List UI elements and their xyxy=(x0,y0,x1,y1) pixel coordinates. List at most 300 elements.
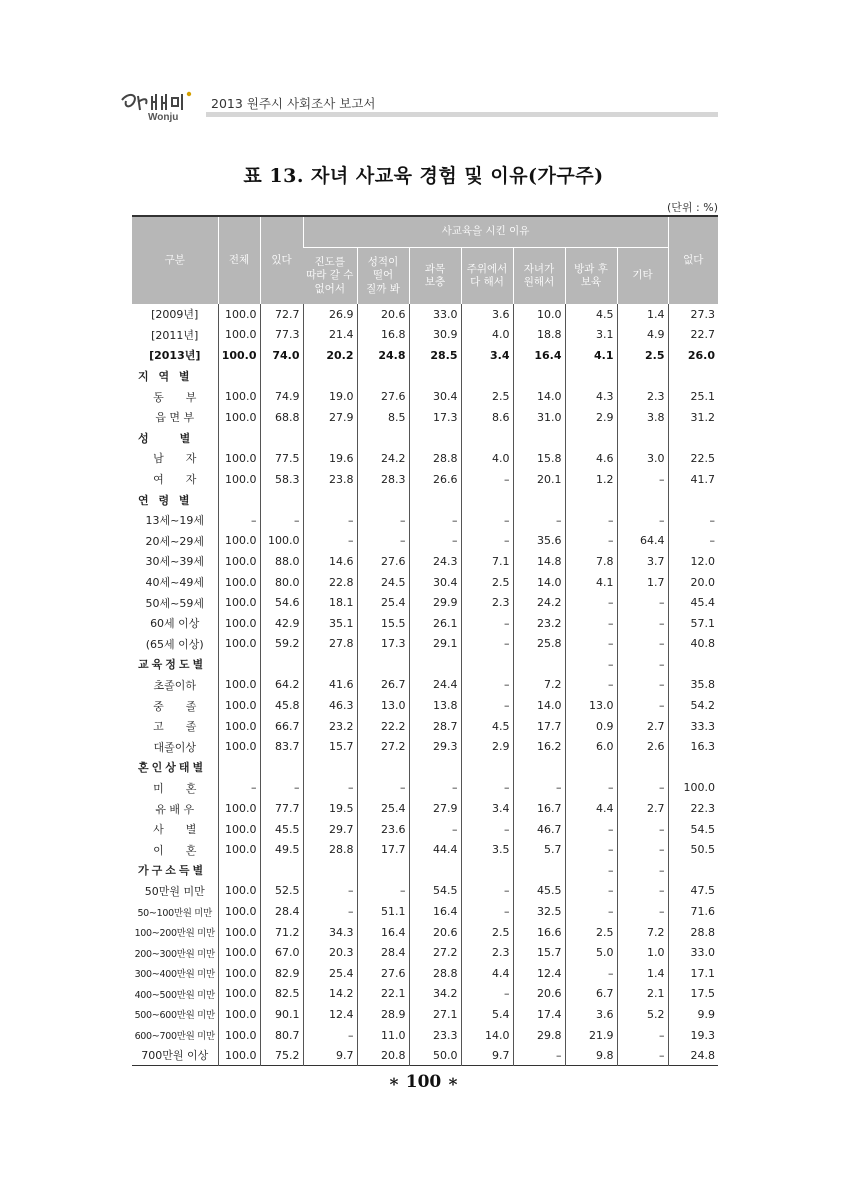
row-label: 700만원 이상 xyxy=(141,1049,209,1063)
row-label: 혼인상태별 xyxy=(138,761,207,775)
table-cell: 7.8 xyxy=(565,551,617,572)
table-cell: 100.0 xyxy=(218,304,260,325)
table-cell: – xyxy=(565,592,617,613)
table-cell: 3.8 xyxy=(617,407,668,428)
col-header-reason-child-wants: 자녀가 원해서 xyxy=(513,248,565,305)
table-cell: 45.5 xyxy=(260,819,303,840)
table-cell: – xyxy=(461,881,513,902)
table-cell: 23.2 xyxy=(303,716,357,737)
table-cell: – xyxy=(303,531,357,552)
table-cell: 41.7 xyxy=(668,469,718,490)
dynamic-wonju-logo xyxy=(118,86,208,122)
table-cell: 2.5 xyxy=(565,922,617,943)
table-cell: 4.1 xyxy=(565,572,617,593)
table-cell: – xyxy=(565,819,617,840)
table-cell: 90.1 xyxy=(260,1004,303,1025)
table-cell: – xyxy=(668,510,718,531)
table-section-row xyxy=(132,757,718,778)
table-cell: 30.4 xyxy=(409,386,461,407)
row-label: 50~100만원 미만 xyxy=(137,907,213,919)
table-cell: 15.7 xyxy=(303,736,357,757)
table-cell: – xyxy=(303,901,357,922)
table-cell: 2.1 xyxy=(617,984,668,1005)
table-cell: 100.0 xyxy=(218,963,260,984)
table-cell: – xyxy=(303,1025,357,1046)
row-label: 13세~19세 xyxy=(145,514,204,528)
table-cell: 100.0 xyxy=(218,695,260,716)
table-cell: 67.0 xyxy=(260,942,303,963)
table-cell: 17.7 xyxy=(513,716,565,737)
table-cell: 27.2 xyxy=(357,736,409,757)
table-cell: 27.9 xyxy=(303,407,357,428)
table-cell: – xyxy=(513,1045,565,1066)
row-label: 100~200만원 미만 xyxy=(134,928,215,940)
table-cell: – xyxy=(617,881,668,902)
table-cell: 72.7 xyxy=(260,304,303,325)
table-cell: 88.0 xyxy=(260,551,303,572)
table-row xyxy=(132,963,718,984)
table-cell: 2.9 xyxy=(461,736,513,757)
table-cell xyxy=(668,366,718,387)
table-cell: 54.2 xyxy=(668,695,718,716)
table-cell xyxy=(409,757,461,778)
table-cell: 50.0 xyxy=(409,1045,461,1066)
table-cell xyxy=(218,366,260,387)
table-cell: – xyxy=(461,901,513,922)
table-cell: 2.5 xyxy=(617,345,668,366)
row-label: 동 부 xyxy=(153,390,197,404)
row-label: 읍 면 부 xyxy=(155,411,195,425)
table-row xyxy=(132,798,718,819)
table-cell: 30.4 xyxy=(409,572,461,593)
table-cell: 12.4 xyxy=(303,1004,357,1025)
table-cell xyxy=(218,428,260,449)
table-cell: 17.1 xyxy=(668,963,718,984)
table-cell: 21.4 xyxy=(303,325,357,346)
table-cell: 100.0 xyxy=(218,531,260,552)
table-cell: 100.0 xyxy=(668,778,718,799)
table-cell: 100.0 xyxy=(218,798,260,819)
table-cell: 5.7 xyxy=(513,839,565,860)
page-number: ∗ 100 ∗ xyxy=(388,1072,459,1092)
table-cell xyxy=(565,428,617,449)
table-cell xyxy=(461,757,513,778)
table-cell: 4.3 xyxy=(565,386,617,407)
table-cell: – xyxy=(409,819,461,840)
table-cell: 18.8 xyxy=(513,325,565,346)
table-cell: 32.5 xyxy=(513,901,565,922)
row-label: [2013년] xyxy=(149,349,201,363)
table-cell: 25.1 xyxy=(668,386,718,407)
table-cell: – xyxy=(461,634,513,655)
table-cell xyxy=(617,366,668,387)
table-cell: 80.7 xyxy=(260,1025,303,1046)
row-label: 50세~59세 xyxy=(145,596,204,610)
table-cell: – xyxy=(409,510,461,531)
table-cell: 24.4 xyxy=(409,675,461,696)
table-cell: 47.5 xyxy=(668,881,718,902)
table-cell: 14.8 xyxy=(513,551,565,572)
table-cell: – xyxy=(303,510,357,531)
row-label: 초졸이하 xyxy=(153,678,196,692)
table-cell xyxy=(260,860,303,881)
table-cell: 17.3 xyxy=(409,407,461,428)
table-cell: 100.0 xyxy=(218,592,260,613)
table-cell: 27.6 xyxy=(357,963,409,984)
row-label: 유 배 우 xyxy=(155,802,195,816)
table-cell: 66.7 xyxy=(260,716,303,737)
table-cell: 71.2 xyxy=(260,922,303,943)
table-cell: – xyxy=(617,469,668,490)
table-cell: 64.2 xyxy=(260,675,303,696)
table-cell: 100.0 xyxy=(218,922,260,943)
table-cell: 52.5 xyxy=(260,881,303,902)
table-row xyxy=(132,386,718,407)
table-cell: 2.5 xyxy=(461,386,513,407)
table-cell: 2.3 xyxy=(461,592,513,613)
table-cell: 3.5 xyxy=(461,839,513,860)
table-cell: 23.2 xyxy=(513,613,565,634)
data-table xyxy=(132,215,718,1066)
table-row xyxy=(132,778,718,799)
row-label: 미 혼 xyxy=(153,781,197,795)
table-cell: 33.3 xyxy=(668,716,718,737)
table-cell xyxy=(260,654,303,675)
row-label: 200~300만원 미만 xyxy=(134,948,215,960)
table-cell: – xyxy=(461,778,513,799)
table-cell: 15.5 xyxy=(357,613,409,634)
table-row xyxy=(132,819,718,840)
table-cell: – xyxy=(617,613,668,634)
table-cell: 68.8 xyxy=(260,407,303,428)
table-cell: – xyxy=(565,839,617,860)
table-cell: 100.0 xyxy=(218,1045,260,1066)
table-cell xyxy=(409,860,461,881)
table-cell: 28.5 xyxy=(409,345,461,366)
table-cell xyxy=(461,428,513,449)
table-cell: 4.0 xyxy=(461,325,513,346)
table-cell: 24.8 xyxy=(668,1045,718,1066)
report-title: 2013 원주시 사회조사 보고서 xyxy=(211,96,376,111)
row-label: 50만원 미만 xyxy=(144,884,205,898)
table-cell: 26.9 xyxy=(303,304,357,325)
table-cell: 14.0 xyxy=(513,572,565,593)
table-cell: 31.2 xyxy=(668,407,718,428)
table-cell: 25.4 xyxy=(357,798,409,819)
table-cell: 20.2 xyxy=(303,345,357,366)
table-row xyxy=(132,448,718,469)
unit-note: (단위 : %) xyxy=(667,201,718,214)
table-cell: – xyxy=(565,860,617,881)
table-cell xyxy=(668,428,718,449)
table-cell xyxy=(461,654,513,675)
table-row xyxy=(132,551,718,572)
table-cell: 42.9 xyxy=(260,613,303,634)
table-cell: 100.0 xyxy=(218,345,260,366)
table-row xyxy=(132,325,718,346)
table-cell: 9.9 xyxy=(668,1004,718,1025)
table-cell xyxy=(617,489,668,510)
table-cell: 45.5 xyxy=(513,881,565,902)
row-label: 사 별 xyxy=(153,823,197,837)
table-cell: – xyxy=(461,819,513,840)
table-cell: 1.4 xyxy=(617,304,668,325)
table-cell xyxy=(513,860,565,881)
table-cell: 4.6 xyxy=(565,448,617,469)
table-cell: 5.0 xyxy=(565,942,617,963)
table-cell: 100.0 xyxy=(218,901,260,922)
table-row xyxy=(132,592,718,613)
table-cell: 10.0 xyxy=(513,304,565,325)
row-label: [2011년] xyxy=(151,328,199,342)
table-row xyxy=(132,304,718,325)
row-label: 고 졸 xyxy=(153,720,197,734)
table-cell xyxy=(565,757,617,778)
table-cell: 8.5 xyxy=(357,407,409,428)
table-cell: 29.1 xyxy=(409,634,461,655)
col-header-reason-grades-drop: 성적이 떨어 질까 봐 xyxy=(357,248,409,305)
table-cell: 100.0 xyxy=(218,942,260,963)
table-cell xyxy=(565,366,617,387)
table-cell: 4.4 xyxy=(461,963,513,984)
table-cell xyxy=(303,366,357,387)
table-cell xyxy=(409,489,461,510)
table-cell: – xyxy=(357,778,409,799)
table-cell: – xyxy=(461,984,513,1005)
table-cell: – xyxy=(565,613,617,634)
col-header-none: 없다 xyxy=(668,216,718,304)
table-cell: 16.4 xyxy=(513,345,565,366)
table-cell: 13.8 xyxy=(409,695,461,716)
table-cell: 28.4 xyxy=(260,901,303,922)
table-cell: 2.7 xyxy=(617,798,668,819)
row-label: 연 령 별 xyxy=(138,493,193,507)
table-cell: 20.8 xyxy=(357,1045,409,1066)
table-cell: – xyxy=(617,654,668,675)
table-cell: 7.2 xyxy=(513,675,565,696)
table-cell: 41.6 xyxy=(303,675,357,696)
table-cell: – xyxy=(617,510,668,531)
table-row xyxy=(132,1004,718,1025)
table-cell: 54.5 xyxy=(409,881,461,902)
table-cell: 50.5 xyxy=(668,839,718,860)
table-cell xyxy=(461,489,513,510)
table-cell: – xyxy=(617,1025,668,1046)
table-cell: 4.1 xyxy=(565,345,617,366)
table-cell: 0.9 xyxy=(565,716,617,737)
table-cell: 100.0 xyxy=(218,839,260,860)
table-cell xyxy=(513,428,565,449)
table-cell: 22.5 xyxy=(668,448,718,469)
table-cell: 24.2 xyxy=(357,448,409,469)
table-cell: 21.9 xyxy=(565,1025,617,1046)
table-cell: 34.2 xyxy=(409,984,461,1005)
table-cell: 9.8 xyxy=(565,1045,617,1066)
table-cell: 100.0 xyxy=(218,613,260,634)
table-cell: 46.7 xyxy=(513,819,565,840)
table-cell: 29.3 xyxy=(409,736,461,757)
table-cell: 18.1 xyxy=(303,592,357,613)
table-cell: 2.6 xyxy=(617,736,668,757)
table-cell: – xyxy=(357,881,409,902)
table-row xyxy=(132,634,718,655)
table-cell: 8.6 xyxy=(461,407,513,428)
table-cell xyxy=(409,428,461,449)
table-cell: – xyxy=(617,839,668,860)
table-row xyxy=(132,572,718,593)
table-row xyxy=(132,345,718,366)
table-cell: 64.4 xyxy=(617,531,668,552)
table-cell xyxy=(668,489,718,510)
table-cell: 26.1 xyxy=(409,613,461,634)
table-cell xyxy=(260,428,303,449)
table-section-row xyxy=(132,366,718,387)
table-cell xyxy=(303,489,357,510)
table-cell: 28.7 xyxy=(409,716,461,737)
page-header xyxy=(118,84,718,124)
table-cell: 7.2 xyxy=(617,922,668,943)
col-header-category: 구분 xyxy=(132,216,218,304)
table-cell: – xyxy=(461,695,513,716)
table-cell: – xyxy=(461,675,513,696)
table-row xyxy=(132,469,718,490)
table-cell: – xyxy=(461,613,513,634)
row-label: 이 혼 xyxy=(153,843,197,857)
row-label: 60세 이상 xyxy=(150,617,200,631)
table-cell: 24.8 xyxy=(357,345,409,366)
table-cell: 11.0 xyxy=(357,1025,409,1046)
table-cell: 3.6 xyxy=(565,1004,617,1025)
table-cell: 4.0 xyxy=(461,448,513,469)
table-cell: 14.6 xyxy=(303,551,357,572)
table-cell: – xyxy=(303,881,357,902)
table-cell xyxy=(260,757,303,778)
table-cell: 25.4 xyxy=(303,963,357,984)
col-header-total: 전체 xyxy=(218,216,260,304)
table-cell: 28.8 xyxy=(668,922,718,943)
table-cell: 14.0 xyxy=(513,695,565,716)
table-cell: 27.9 xyxy=(409,798,461,819)
table-cell xyxy=(668,757,718,778)
table-cell: 4.5 xyxy=(461,716,513,737)
table-cell: 23.8 xyxy=(303,469,357,490)
table-cell: 45.8 xyxy=(260,695,303,716)
table-cell xyxy=(260,489,303,510)
table-cell: 22.2 xyxy=(357,716,409,737)
table-cell: – xyxy=(668,531,718,552)
table-cell: 2.5 xyxy=(461,572,513,593)
table-cell: 16.6 xyxy=(513,922,565,943)
table-cell: 2.3 xyxy=(461,942,513,963)
row-label: (65세 이상) xyxy=(145,637,204,651)
table-cell xyxy=(357,366,409,387)
table-cell: 51.1 xyxy=(357,901,409,922)
row-label: 300~400만원 미만 xyxy=(134,969,215,981)
table-cell: 2.9 xyxy=(565,407,617,428)
table-cell: 74.9 xyxy=(260,386,303,407)
table-cell xyxy=(409,654,461,675)
table-cell xyxy=(218,860,260,881)
table-cell: 4.4 xyxy=(565,798,617,819)
table-row xyxy=(132,839,718,860)
table-cell xyxy=(513,366,565,387)
table-cell: 5.2 xyxy=(617,1004,668,1025)
table-cell: 100.0 xyxy=(218,1004,260,1025)
table-cell: 19.6 xyxy=(303,448,357,469)
table-cell: 13.0 xyxy=(565,695,617,716)
table-cell: 100.0 xyxy=(260,531,303,552)
table-cell: 14.0 xyxy=(513,386,565,407)
table-row xyxy=(132,736,718,757)
table-cell: 100.0 xyxy=(218,881,260,902)
table-cell: – xyxy=(461,510,513,531)
table-cell: – xyxy=(617,592,668,613)
table-cell: – xyxy=(617,778,668,799)
table-cell: 12.0 xyxy=(668,551,718,572)
table-cell: 16.4 xyxy=(357,922,409,943)
table-cell: 82.5 xyxy=(260,984,303,1005)
table-cell: 26.7 xyxy=(357,675,409,696)
table-cell: 6.0 xyxy=(565,736,617,757)
table-cell: 100.0 xyxy=(218,407,260,428)
table-row xyxy=(132,407,718,428)
table-cell: – xyxy=(513,778,565,799)
table-cell: 27.8 xyxy=(303,634,357,655)
row-label: [2009년] xyxy=(151,308,199,322)
table-cell xyxy=(461,366,513,387)
row-label: 교육정도별 xyxy=(138,658,207,672)
table-cell: 57.1 xyxy=(668,613,718,634)
header-rule xyxy=(206,112,718,117)
table-cell: 33.0 xyxy=(668,942,718,963)
table-cell: 24.2 xyxy=(513,592,565,613)
table-cell: 2.5 xyxy=(461,922,513,943)
table-cell: 17.4 xyxy=(513,1004,565,1025)
table-cell: 54.6 xyxy=(260,592,303,613)
table-cell: 22.8 xyxy=(303,572,357,593)
table-row xyxy=(132,984,718,1005)
table-cell: 35.8 xyxy=(668,675,718,696)
table-row xyxy=(132,510,718,531)
table-row xyxy=(132,1045,718,1066)
table-cell: – xyxy=(617,675,668,696)
table-cell: 49.5 xyxy=(260,839,303,860)
table-cell: 28.8 xyxy=(409,963,461,984)
table-cell: 30.9 xyxy=(409,325,461,346)
table-cell xyxy=(357,654,409,675)
table-cell: – xyxy=(617,1045,668,1066)
table-cell: 26.6 xyxy=(409,469,461,490)
table-cell xyxy=(513,654,565,675)
table-cell: 28.4 xyxy=(357,942,409,963)
col-header-reason-cannot-keep-up: 진도를 따라 갈 수 없어서 xyxy=(303,248,357,305)
table-cell: 27.6 xyxy=(357,551,409,572)
table-cell: – xyxy=(357,531,409,552)
col-header-reasons-group: 사교육을 시킨 이유 xyxy=(303,216,668,248)
row-label: 500~600만원 미만 xyxy=(134,1010,215,1022)
table-cell xyxy=(303,860,357,881)
svg-text:Wonju: Wonju xyxy=(148,112,179,122)
table-cell: 4.9 xyxy=(617,325,668,346)
table-cell: 22.7 xyxy=(668,325,718,346)
table-cell: 17.3 xyxy=(357,634,409,655)
table-cell: 12.4 xyxy=(513,963,565,984)
table-cell: 58.3 xyxy=(260,469,303,490)
table-cell: – xyxy=(409,778,461,799)
table-cell: 23.6 xyxy=(357,819,409,840)
table-cell: 100.0 xyxy=(218,716,260,737)
table-cell xyxy=(357,489,409,510)
